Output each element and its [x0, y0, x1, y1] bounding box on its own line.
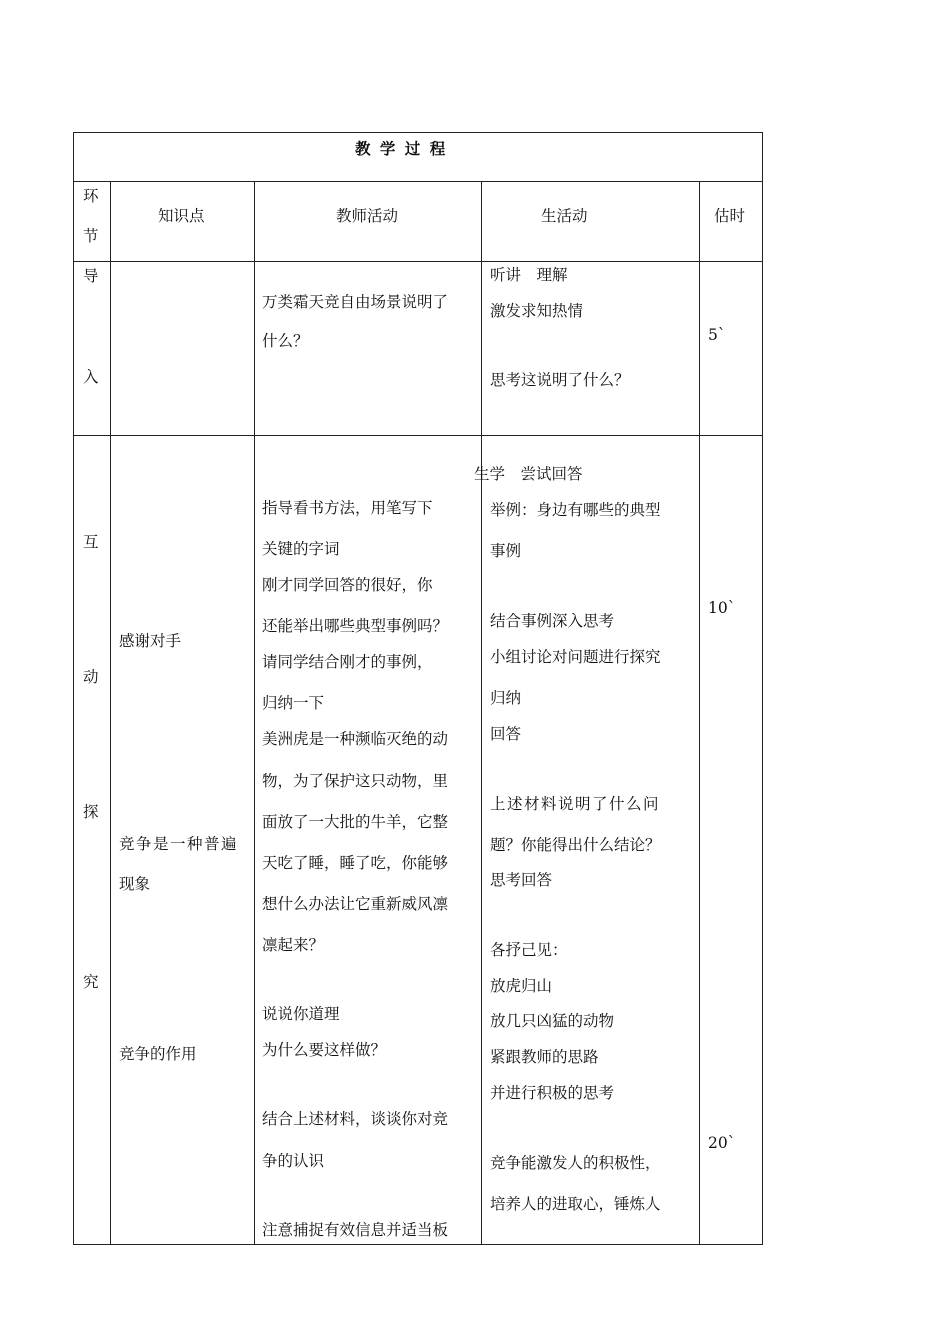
teacher-line: 还能举出哪些典型事例吗？: [262, 617, 449, 635]
teacher-line: 物，为了保护这只动物，里: [262, 772, 449, 790]
knowledge-item: 竞争的作用: [119, 1045, 197, 1063]
teacher-line: 凛起来？: [262, 936, 325, 954]
teacher-line: 注意捕捉有效信息并适当板: [262, 1221, 449, 1239]
header-teacher: 教师活动: [336, 207, 399, 225]
student-line: 小组讨论对问题进行探究: [490, 648, 661, 666]
teacher-line: 请同学结合刚才的事例，: [262, 653, 433, 671]
student-line: 上述材料说明了什么问: [490, 795, 661, 813]
teacher-line: 面放了一大批的牛羊，它整: [262, 813, 449, 831]
student-line: 各抒己见：: [490, 941, 568, 959]
col-divider-3: [481, 181, 482, 1245]
student-line: 思考回答: [490, 871, 553, 889]
explore-section-char-2: 动: [83, 668, 99, 686]
teacher-line: 指导看书方法，用笔写下: [262, 499, 433, 517]
knowledge-item: 感谢对手: [119, 632, 182, 650]
teacher-line: 刚才同学回答的很好，你: [262, 576, 433, 594]
student-line: 回答: [490, 725, 522, 743]
teacher-line: 说说你道理: [262, 1005, 340, 1023]
intro-student-line: 激发求知热情: [490, 302, 584, 320]
teacher-line: 归纳一下: [262, 694, 325, 712]
intro-section-char-2: 入: [83, 368, 99, 386]
intro-student-line: 思考这说明了什么？: [490, 371, 630, 389]
intro-time: 5`: [708, 326, 726, 344]
student-line: 放几只凶猛的动物: [490, 1012, 615, 1030]
intro-teacher-line: 万类霜天竞自由场景说明了: [262, 293, 449, 311]
header-time: 估时: [714, 207, 746, 225]
student-line: 紧跟教师的思路: [490, 1048, 599, 1066]
col-divider-2: [254, 181, 255, 1245]
table-title: 教 学 过 程: [355, 139, 448, 158]
knowledge-item: 竞争是一种普遍: [119, 835, 239, 853]
explore-time: 20`: [708, 1134, 736, 1152]
header-section-char-1: 环: [83, 187, 99, 205]
student-line: 结合事例深入思考: [490, 612, 615, 630]
row-divider-header: [73, 261, 763, 262]
explore-time: 10`: [708, 599, 736, 617]
student-line: 放虎归山: [490, 977, 553, 995]
col-divider-4: [699, 181, 700, 1245]
teacher-line: 争的认识: [262, 1152, 325, 1170]
explore-section-char-3: 探: [83, 803, 99, 821]
student-line: 事例: [490, 542, 522, 560]
header-section-char-2: 节: [83, 227, 99, 245]
teacher-line: 结合上述材料，谈谈你对竞: [262, 1110, 449, 1128]
knowledge-item: 现象: [119, 875, 151, 893]
teacher-line: 天吃了睡，睡了吃，你能够: [262, 854, 449, 872]
row-divider-title: [73, 181, 763, 182]
student-line: 归纳: [490, 689, 522, 707]
intro-section-char-1: 导: [83, 267, 99, 285]
header-student: 生活动: [541, 207, 588, 225]
intro-student-line: 听讲 理解: [490, 266, 568, 284]
student-line: 题？你能得出什么结论？: [490, 836, 661, 854]
teacher-line: 为什么要这样做？: [262, 1041, 387, 1059]
header-knowledge: 知识点: [158, 207, 205, 225]
student-line: 生学 尝试回答: [474, 465, 583, 483]
teacher-line: 想什么办法让它重新威风凛: [262, 895, 449, 913]
student-line: 竞争能激发人的积极性，: [490, 1154, 661, 1172]
student-line: 培养人的进取心，锤炼人: [490, 1195, 661, 1213]
explore-section-char-1: 互: [83, 533, 99, 551]
teacher-line: 美洲虎是一种濒临灭绝的动: [262, 730, 449, 748]
student-line: 并进行积极的思考: [490, 1084, 615, 1102]
student-line: 举例：身边有哪些的典型: [490, 501, 661, 519]
explore-section-char-4: 究: [83, 973, 99, 991]
row-divider-intro: [73, 435, 763, 436]
col-divider-1: [110, 181, 111, 1245]
intro-teacher-line: 什么？: [262, 332, 309, 350]
teacher-line: 关键的字词: [262, 540, 340, 558]
